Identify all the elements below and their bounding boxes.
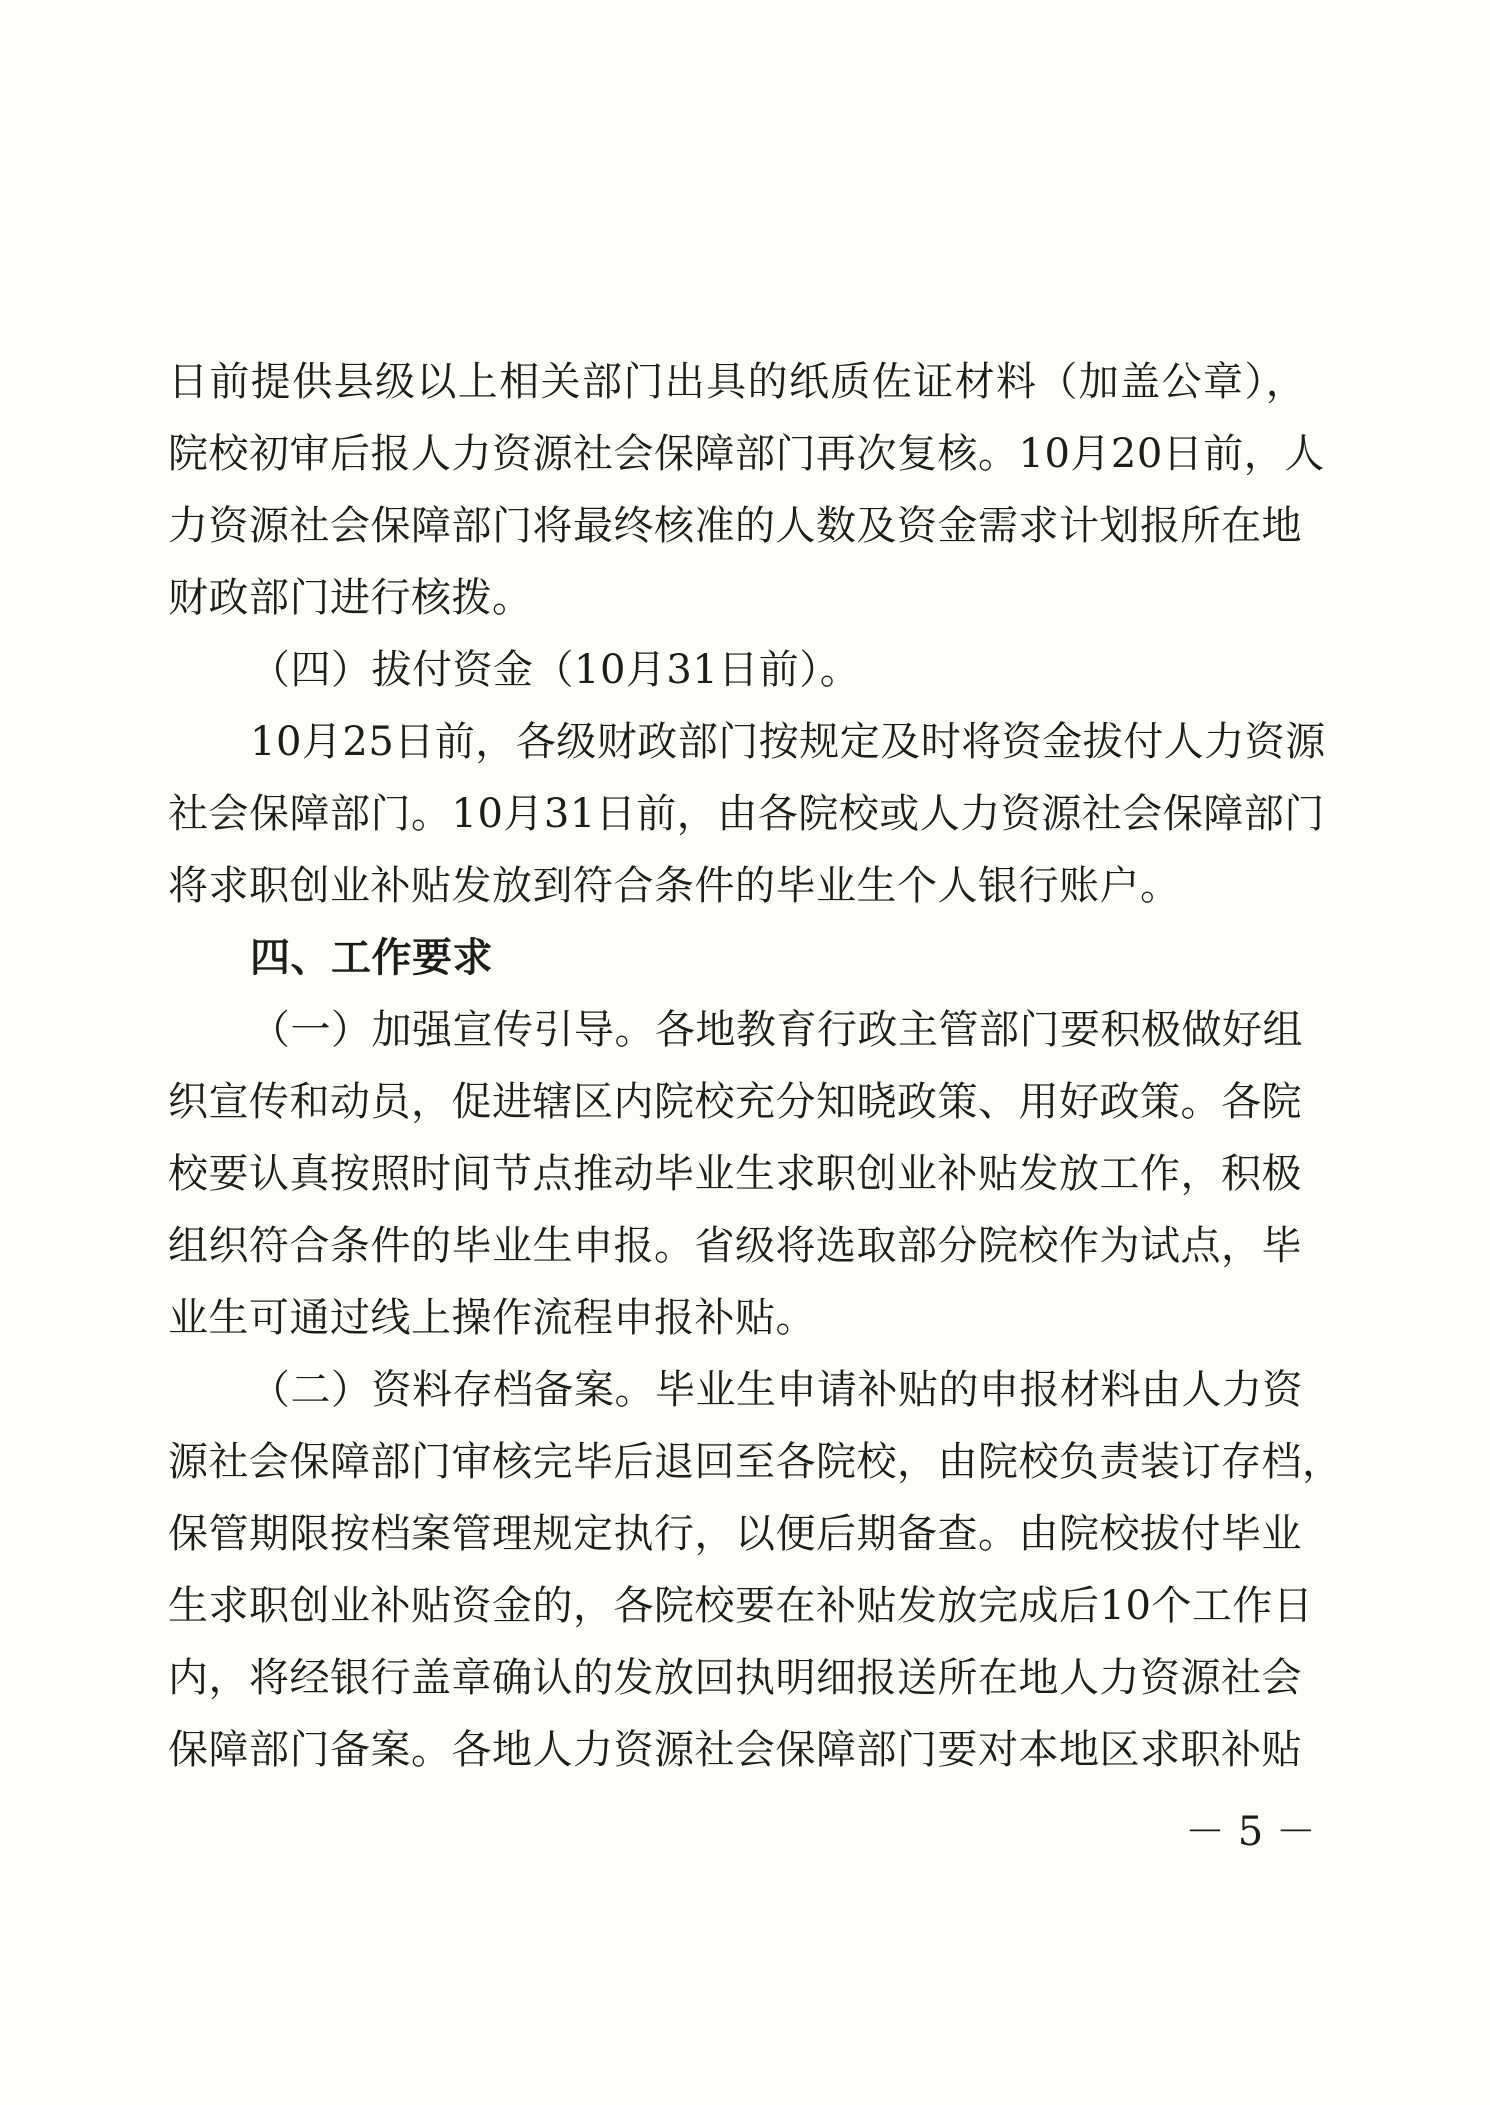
section-heading-work-requirements: 四、工作要求 (250, 935, 493, 981)
section-subheading-4: （四）拔付资金（10月31日前）。 (250, 647, 861, 693)
body-line-20: 保障部门备案。各地人力资源社会保障部门要对本地区求职补贴 (168, 1727, 1302, 1773)
body-line-2: 院校初审后报人力资源社会保障部门再次复核。10月20日前，人 (168, 431, 1325, 477)
body-line-6: 10月25日前，各级财政部门按规定及时将资金拔付人力资源 (250, 719, 1326, 765)
body-line-14: 业生可通过线上操作流程申报补贴。 (168, 1295, 816, 1341)
body-line-10: （一）加强宣传引导。各地教育行政主管部门要积极做好组 (250, 1007, 1303, 1053)
body-line-3: 力资源社会保障部门将最终核准的人数及资金需求计划报所在地 (168, 503, 1302, 549)
body-line-18: 生求职创业补贴资金的，各院校要在补贴发放完成后10个工作日 (168, 1583, 1314, 1629)
body-line-8: 将求职创业补贴发放到符合条件的毕业生个人银行账户。 (168, 863, 1181, 909)
body-line-11: 织宣传和动员，促进辖区内院校充分知晓政策、用好政策。各院 (168, 1079, 1302, 1125)
body-line-1: 日前提供县级以上相关部门出具的纸质佐证材料（加盖公章）， (168, 359, 1308, 405)
body-line-16: 源社会保障部门审核完毕后退回至各院校，由院校负责装订存档， (168, 1439, 1343, 1485)
body-line-15: （二）资料存档备案。毕业生申请补贴的申报材料由人力资 (250, 1367, 1303, 1413)
body-line-7: 社会保障部门。10月31日前，由各院校或人力资源社会保障部门 (168, 791, 1325, 837)
body-line-19: 内，将经银行盖章确认的发放回执明细报送所在地人力资源社会 (168, 1655, 1302, 1701)
body-line-17: 保管期限按档案管理规定执行，以便后期备查。由院校拔付毕业 (168, 1511, 1302, 1557)
page-number: － 5 － (1185, 1809, 1316, 1855)
body-line-12: 校要认真按照时间节点推动毕业生求职创业补贴发放工作，积极 (168, 1151, 1302, 1197)
body-line-13: 组织符合条件的毕业生申报。省级将选取部分院校作为试点，毕 (168, 1223, 1302, 1269)
body-line-4: 财政部门进行核拨。 (168, 575, 533, 621)
